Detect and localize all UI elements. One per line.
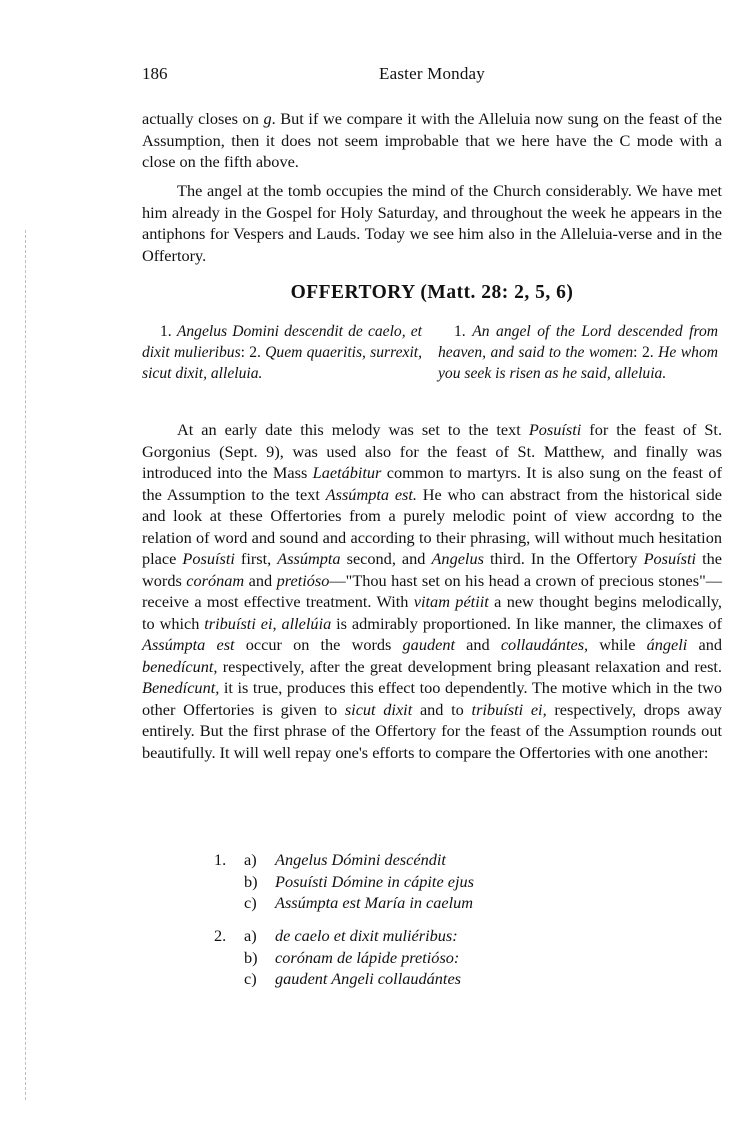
list-item: c) gaudent Angeli collaudántes xyxy=(244,969,462,988)
heading-reference: (Matt. 28: 2, 5, 6) xyxy=(420,282,574,303)
commentary-paragraph: At an early date this melody was set to the text Posuísti for the feast of St. Gorgonius (Sept. 9), was used also for the feast of St. Matthew, and finally was introduced into the Mass Laetábitur common to martyrs. It is also sung on the feast of the Assumption to the text Assúmpta est. He who can abstract from the historical side and look at these Offertories from a purely melodic point of view accordng to the relation of word and sound and according to their phrasing, will without much hesitation place Posuísti first, Assúmpta second, and Angelus third. In the Offertory Posuísti the words corónam and pretióso—"Thou hast set on his head a crown of precious stones"—receive a most effective treatment. With vitam pétiit a new thought begins melodically, to which tribuísti ei, allelúia is admirably proportioned. In like manner, the climaxes of Assúmpta est occur on the words gaudent and collaudántes, while ángeli and benedícunt, respectively, after the great development bring pleasant relaxation and rest. Benedícunt, it is true, produces this effect too dependently. The motive which in the two other Offertories is given to sicut dixit and to tribuísti ei, respectively, drops away entirely. But the first phrase of the Offertory for the feast of the Assumption rounds out beautifully. It will well repay one's efforts to compare the Offertories with one another: xyxy=(142,420,723,762)
comparison-group-2 xyxy=(214,925,694,990)
intro-paragraph-2: The angel at the tomb occupies the mind of the Church considerably. We have met him already in the Gospel for Holy Saturday, and throughout the week he appears in the antiphons for Vespers and Lauds. Today we see him also in the Alleluia-verse and in the Offertory. xyxy=(142,181,722,265)
page-number: 186 xyxy=(142,64,168,83)
english-translation: 1. An angel of the Lord descended from heaven, and said to the women: 2. He whom you seek is risen as he said, alleluia. xyxy=(438,323,719,382)
list-item: c) Assúmpta est María in caelum xyxy=(244,893,474,912)
page-header xyxy=(142,64,722,88)
heading-word: OFFERTORY xyxy=(290,282,416,303)
section-heading xyxy=(142,282,722,304)
latin-text: 1. Angelus Domini descendit de caelo, et dixit mulieribus: 2. Quem quaeritis, surrexit, sicut dixit, alleluia. xyxy=(142,323,423,382)
scan-margin-line xyxy=(25,230,26,1100)
running-title: Easter Monday xyxy=(379,64,485,83)
list-item: 2. a) de caelo et dixit muliéribus: xyxy=(214,926,458,945)
list-item: b) corónam de lápide pretióso: xyxy=(244,947,460,967)
intro-paragraph-1: actually closes on g. But if we compare it with the Alleluia now sung on the feast of the Assumption, then it does not seem improbable that we here have the C mode with a close on the fifth above. xyxy=(142,109,722,171)
offertory-text-columns xyxy=(142,321,722,401)
list-item: 1. a) Angelus Dómini descéndit xyxy=(214,850,446,869)
list-item: b) Posuísti Dómine in cápite ejus xyxy=(244,871,474,891)
comparison-group-1 xyxy=(214,849,694,914)
